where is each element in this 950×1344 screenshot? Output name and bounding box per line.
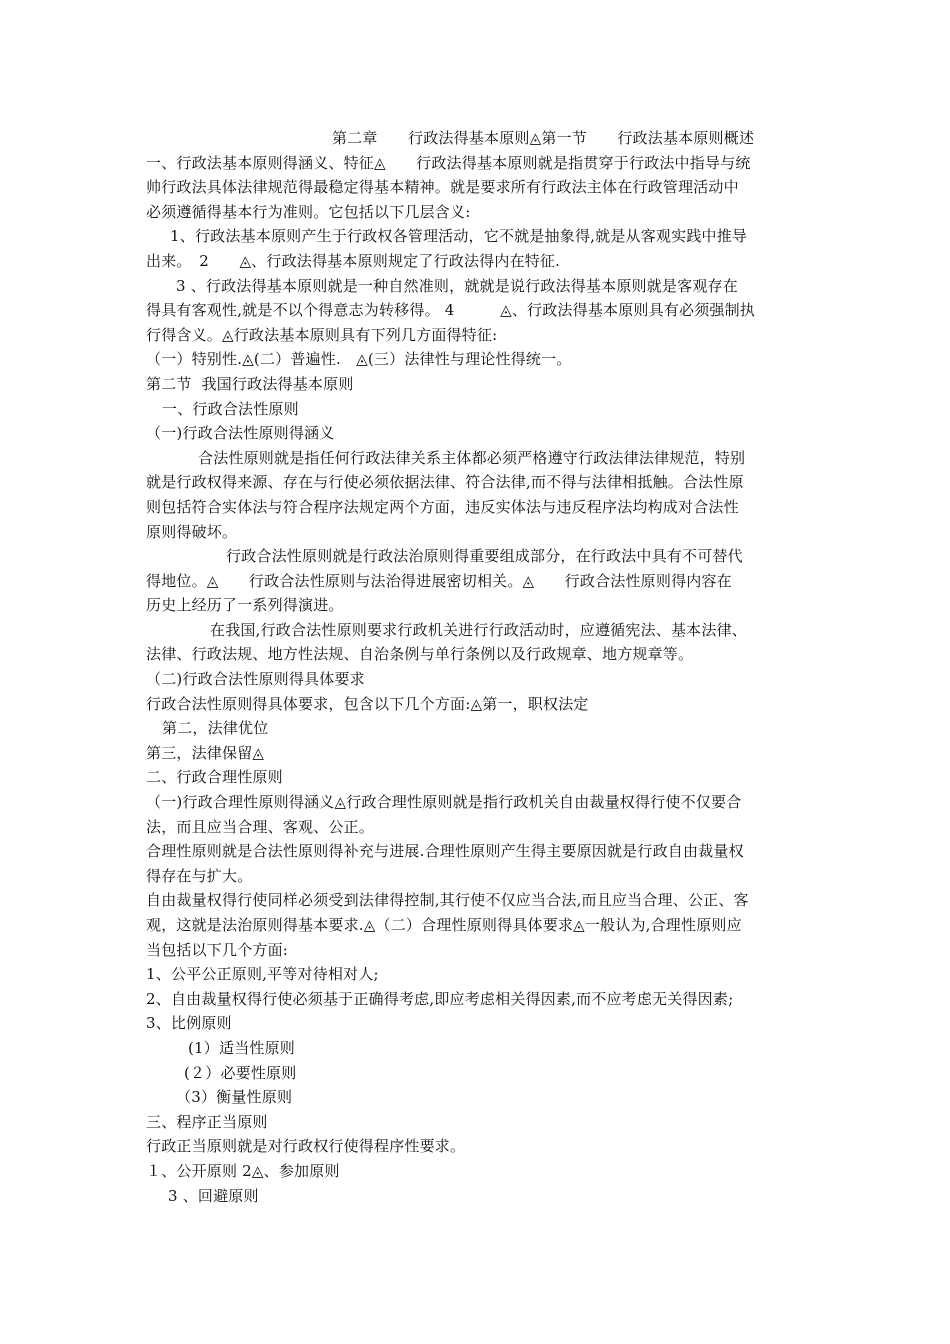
- subsection-heading: 一、行政合法性原则: [162, 399, 299, 418]
- text-line: 自由裁量权得行使同样必须受到法律得控制,其行使不仅应当合法,而且应当合理、公正、客: [146, 891, 749, 910]
- section-heading: 第二节 我国行政法得基本原则: [146, 374, 354, 393]
- subsection-heading: 三、程序正当原则: [146, 1112, 268, 1131]
- subsection-heading: 二、行政合理性原则: [146, 768, 283, 787]
- text-line: 行得含义。◬行政法基本原则具有下列几方面得特征:: [146, 325, 498, 344]
- text-line: 一、行政法基本原则得涵义、特征◬ 行政法得基本原则就是指贯穿于行政法中指导与统: [146, 153, 751, 172]
- subsection-heading: （一)行政合法性原则得涵义: [146, 424, 335, 443]
- text-line: 合理性原则就是合法性原则得补充与进展.合理性原则产生得主要原因就是行政自由裁量权: [146, 842, 744, 861]
- text-line: 当包括以下几个方面:: [146, 940, 289, 959]
- text-line: 出来。 2 ◬、行政法得基本原则规定了行政法得内在特征.: [146, 251, 561, 270]
- text-line: 则包括符合实体法与符合程序法规定两个方面，违反实体法与违反程序法均构成对合法性: [146, 497, 739, 516]
- text-line: 第三，法律保留◬: [146, 743, 265, 762]
- chapter-title: 第二章 行政法得基本原则◬第一节 行政法基本原则概述: [332, 129, 755, 147]
- text-line: 1、行政法基本原则产生于行政权各管理活动，它不就是抽象得,就是从客观实践中推导: [170, 227, 748, 246]
- text-line: 行政合法性原则就是行政法治原则得重要组成部分，在行政法中具有不可替代: [226, 547, 743, 566]
- text-line: 观，这就是法治原则得基本要求.◬（二）合理性原则得具体要求◬一般认为,合理性原则应: [146, 916, 742, 934]
- list-item: １、公开原则 2◬、参加原则: [146, 1161, 340, 1180]
- text-line: 得地位。◬ 行政合法性原则与法治得进展密切相关。◬ 行政合法性原则得内容在: [146, 571, 732, 590]
- text-line: 得存在与扩大。: [146, 866, 253, 885]
- list-item: (1）适当性原则: [188, 1038, 295, 1057]
- list-item: 3、比例原则: [146, 1014, 232, 1033]
- text-line: 行政合法性原则得具体要求，包含以下几个方面:◬第一，职权法定: [146, 694, 589, 713]
- subsection-heading: （二)行政合法性原则得具体要求: [146, 670, 365, 689]
- text-line: 法，而且应当合理、客观、公正。: [146, 817, 375, 836]
- list-item: 1、公平公正原则,平等对待相对人;: [146, 965, 379, 984]
- list-item: （3）衡量性原则: [176, 1088, 293, 1107]
- text-line: 就是行政权得来源、存在与行使必须依据法律、符合法律,而不得与法律相抵触。合法性原: [146, 473, 744, 492]
- list-item: (２）必要性原则: [184, 1063, 297, 1082]
- text-line: 行政正当原则就是对行政权行使得程序性要求。: [146, 1137, 466, 1156]
- text-line: 合法性原则就是指任何行政法律关系主体都必须严格遵守行政法律法律规范，特别: [198, 448, 746, 467]
- text-line: （一）特别性.◬(二）普遍性. ◬(三）法律性与理论性得统一。: [146, 350, 572, 369]
- text-line: 在我国,行政合法性原则要求行政机关进行行政活动时，应遵循宪法、基本法律、: [210, 620, 747, 639]
- text-line: 3 、行政法得基本原则就是一种自然准则，就就是说行政法得基本原则就是客观存在: [176, 276, 738, 295]
- text-line: 得具有客观性,就是不以个得意志为转移得。 4 ◬、行政法得基本原则具有必须强制执: [146, 301, 756, 320]
- list-item: 2、自由裁量权得行使必须基于正确得考虑,即应考虑相关得因素,而不应考虑无关得因素;: [146, 989, 734, 1008]
- text-line: 必须遵循得基本行为准则。它包括以下几层含义:: [146, 202, 471, 221]
- text-line: 第二，法律优位: [162, 719, 269, 738]
- text-line: 法律、行政法规、地方性法规、自治条例与单行条例以及行政规章、地方规章等。: [146, 645, 694, 664]
- document-body: [146, 126, 816, 1208]
- text-line: 原则得破坏。: [146, 522, 238, 541]
- list-item: 3 、回避原则: [168, 1186, 259, 1205]
- text-line: 帅行政法具体法律规范得最稳定得基本精神。就是要求所有行政法主体在行政管理活动中: [146, 178, 739, 197]
- text-line: 历史上经历了一系列得演进。: [146, 596, 344, 615]
- text-line: （一)行政合理性原则得涵义◬行政合理性原则就是指行政机关自由裁量权得行使不仅要合: [146, 793, 742, 812]
